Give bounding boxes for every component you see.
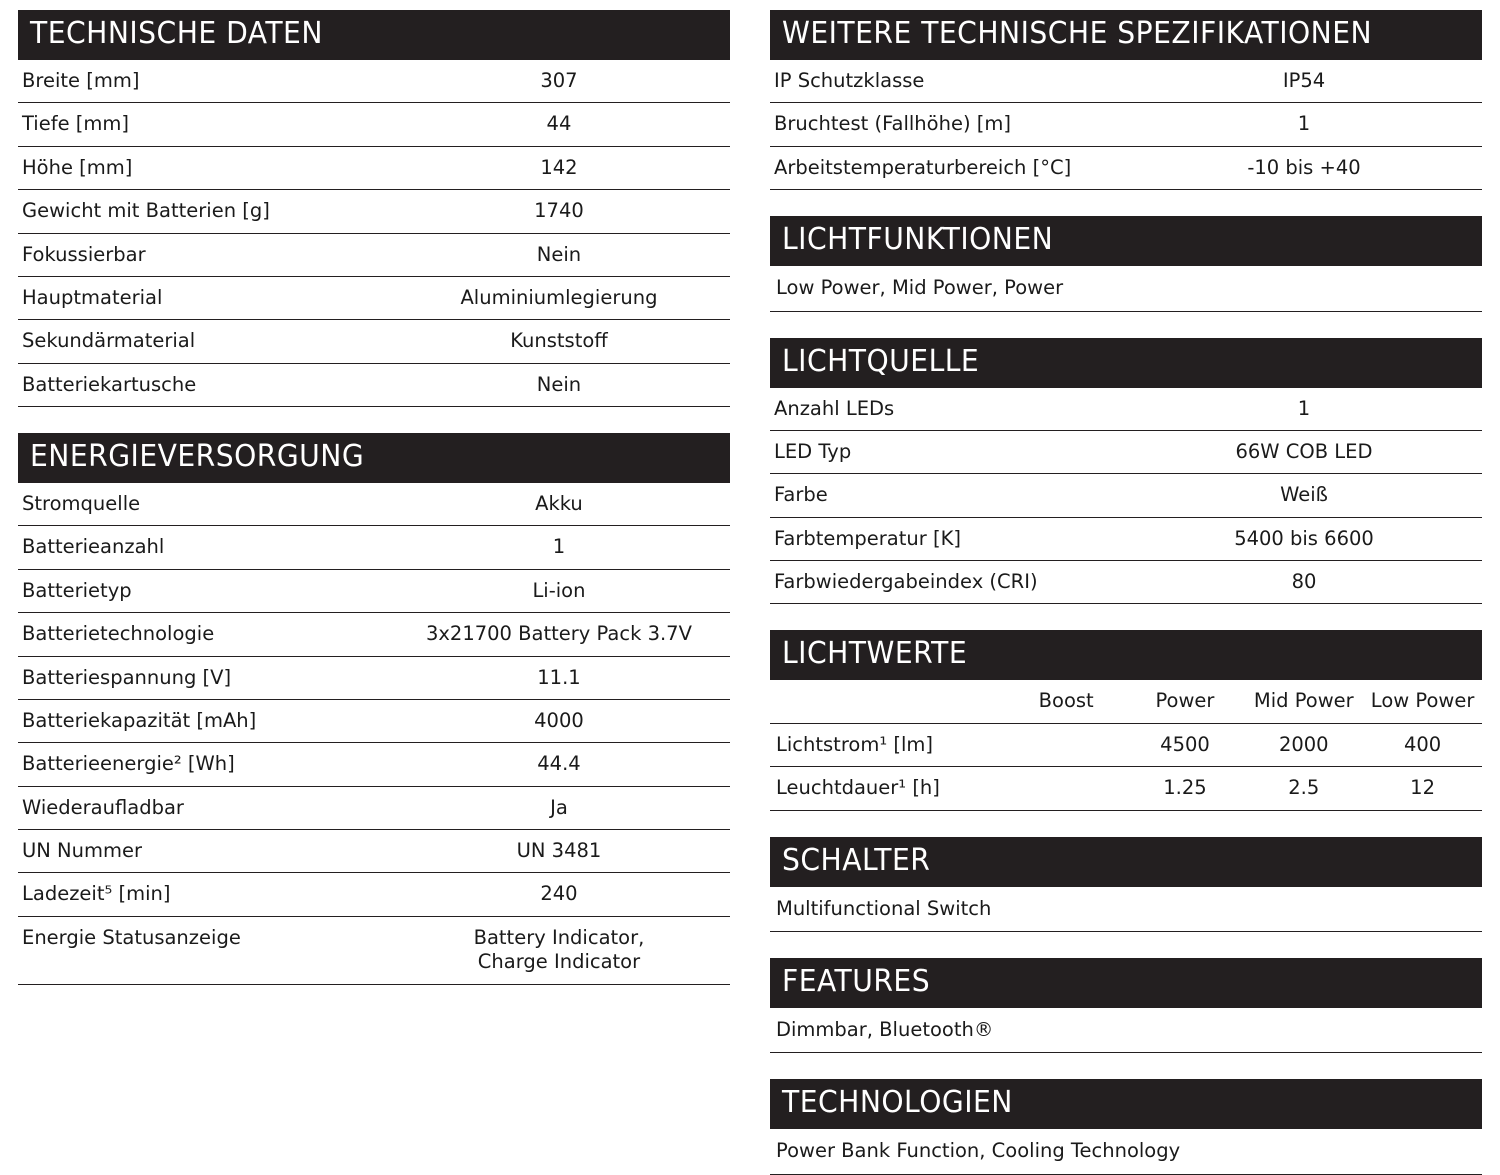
table-row bbox=[770, 517, 1482, 560]
table-weitere-spezifikationen bbox=[770, 60, 1482, 190]
row-label: Höhe [mm] bbox=[18, 146, 388, 189]
table-row bbox=[18, 363, 730, 406]
section-title-text: TECHNOLOGIEN bbox=[782, 1085, 1013, 1121]
table-row bbox=[770, 103, 1482, 146]
row-value: 307 bbox=[388, 60, 730, 103]
section-title-text: ENERGIEVERSORGUNG bbox=[30, 439, 365, 474]
table-row bbox=[18, 60, 730, 103]
section-title-text: TECHNISCHE DATEN bbox=[30, 16, 323, 51]
left-column bbox=[18, 10, 730, 1126]
table-header-row bbox=[770, 680, 1482, 723]
table-row bbox=[770, 430, 1482, 473]
row-label: Sekundärmaterial bbox=[18, 320, 388, 363]
row-label: Anzahl LEDs bbox=[770, 388, 1126, 431]
schalter-text: Multifunctional Switch bbox=[770, 887, 1482, 932]
section-title-technische-daten bbox=[18, 10, 730, 60]
row-label: Batteriekapazität [mAh] bbox=[18, 699, 388, 742]
table-row bbox=[18, 146, 730, 189]
section-title-technologien bbox=[770, 1079, 1482, 1129]
table-energieversorgung bbox=[18, 483, 730, 985]
table-row bbox=[18, 103, 730, 146]
table-row bbox=[18, 320, 730, 363]
row-label: Stromquelle bbox=[18, 483, 388, 526]
row-value-low-power: 12 bbox=[1363, 767, 1482, 810]
table-row bbox=[18, 873, 730, 916]
table-row bbox=[18, 233, 730, 276]
row-label: Batterieenergie² [Wh] bbox=[18, 743, 388, 786]
table-row bbox=[770, 388, 1482, 431]
row-value: 1 bbox=[388, 526, 730, 569]
table-technische-daten bbox=[18, 60, 730, 407]
lichtfunktionen-text: Low Power, Mid Power, Power bbox=[770, 266, 1482, 311]
row-label: Hauptmaterial bbox=[18, 276, 388, 319]
section-title-text: SCHALTER bbox=[782, 842, 931, 878]
row-value: Nein bbox=[388, 363, 730, 406]
row-value: Ja bbox=[388, 786, 730, 829]
row-value-boost bbox=[1007, 767, 1126, 810]
row-label: Gewicht mit Batterien [g] bbox=[18, 190, 388, 233]
table-row bbox=[770, 723, 1482, 766]
table-row bbox=[18, 786, 730, 829]
row-value: 4000 bbox=[388, 699, 730, 742]
row-label: Batterietechnologie bbox=[18, 613, 388, 656]
table-row bbox=[18, 483, 730, 526]
row-value: 80 bbox=[1126, 561, 1482, 604]
section-weitere-spezifikationen bbox=[770, 10, 1482, 190]
row-label: Arbeitstemperaturbereich [°C] bbox=[770, 146, 1126, 189]
row-label: Farbwiedergabeindex (CRI) bbox=[770, 561, 1126, 604]
section-schalter bbox=[770, 837, 1482, 932]
row-label: Batteriekartusche bbox=[18, 363, 388, 406]
row-value: -10 bis +40 bbox=[1126, 146, 1482, 189]
table-row bbox=[18, 830, 730, 873]
row-value-low-power: 400 bbox=[1363, 723, 1482, 766]
row-label: Batterieanzahl bbox=[18, 526, 388, 569]
row-value: Aluminiumlegierung bbox=[388, 276, 730, 319]
row-value-power: 1.25 bbox=[1126, 767, 1245, 810]
section-title-text: FEATURES bbox=[782, 963, 931, 999]
row-value: 240 bbox=[388, 873, 730, 916]
column-header-power: Power bbox=[1126, 680, 1245, 723]
table-row bbox=[18, 699, 730, 742]
section-technische-daten bbox=[18, 10, 730, 407]
table-row bbox=[18, 656, 730, 699]
row-label: Batterietyp bbox=[18, 569, 388, 612]
section-title-features bbox=[770, 958, 1482, 1008]
column-header-blank bbox=[770, 680, 1007, 723]
row-value-boost bbox=[1007, 723, 1126, 766]
table-row bbox=[18, 190, 730, 233]
row-label: Farbe bbox=[770, 474, 1126, 517]
row-value bbox=[388, 916, 730, 984]
section-title-energieversorgung bbox=[18, 433, 730, 483]
right-column bbox=[770, 10, 1482, 1163]
row-label: Bruchtest (Fallhöhe) [m] bbox=[770, 103, 1126, 146]
row-label: Energie Statusanzeige bbox=[18, 916, 388, 984]
table-row bbox=[770, 561, 1482, 604]
row-value: Kunststoff bbox=[388, 320, 730, 363]
row-label: LED Typ bbox=[770, 430, 1126, 473]
section-features bbox=[770, 958, 1482, 1053]
table-row bbox=[18, 569, 730, 612]
row-value: 3x21700 Battery Pack 3.7V bbox=[388, 613, 730, 656]
section-title-text: LICHTWERTE bbox=[782, 636, 968, 672]
column-header-low-power: Low Power bbox=[1363, 680, 1482, 723]
table-row bbox=[18, 743, 730, 786]
section-title-text: LICHTQUELLE bbox=[782, 343, 980, 379]
row-value: Li-ion bbox=[388, 569, 730, 612]
section-title-weitere-spezifikationen bbox=[770, 10, 1482, 60]
section-title-lichtquelle bbox=[770, 338, 1482, 388]
row-value-line1: Battery Indicator, bbox=[473, 925, 645, 949]
row-value: 1 bbox=[1126, 388, 1482, 431]
table-row bbox=[770, 60, 1482, 103]
table-row bbox=[18, 526, 730, 569]
row-label: UN Nummer bbox=[18, 830, 388, 873]
table-lichtwerte bbox=[770, 680, 1482, 810]
row-label: Leuchtdauer¹ [h] bbox=[770, 767, 1007, 810]
column-header-boost: Boost bbox=[1007, 680, 1126, 723]
column-header-mid-power: Mid Power bbox=[1244, 680, 1363, 723]
table-row bbox=[18, 276, 730, 319]
section-title-lichtfunktionen bbox=[770, 216, 1482, 266]
row-label: Fokussierbar bbox=[18, 233, 388, 276]
row-label: Breite [mm] bbox=[18, 60, 388, 103]
section-title-text: LICHTFUNKTIONEN bbox=[782, 222, 1054, 258]
row-value: IP54 bbox=[1126, 60, 1482, 103]
section-lichtfunktionen bbox=[770, 216, 1482, 311]
table-row bbox=[18, 613, 730, 656]
row-label: Wiederaufladbar bbox=[18, 786, 388, 829]
row-value-mid-power: 2000 bbox=[1244, 723, 1363, 766]
row-value: Weiß bbox=[1126, 474, 1482, 517]
section-lichtwerte bbox=[770, 630, 1482, 810]
row-value: 1 bbox=[1126, 103, 1482, 146]
section-lichtquelle bbox=[770, 338, 1482, 605]
row-label: IP Schutzklasse bbox=[770, 60, 1126, 103]
row-value: 44 bbox=[388, 103, 730, 146]
section-title-lichtwerte bbox=[770, 630, 1482, 680]
table-row bbox=[770, 146, 1482, 189]
row-label: Farbtemperatur [K] bbox=[770, 517, 1126, 560]
row-label: Tiefe [mm] bbox=[18, 103, 388, 146]
row-value: 66W COB LED bbox=[1126, 430, 1482, 473]
table-row bbox=[770, 767, 1482, 810]
row-label: Batteriespannung [V] bbox=[18, 656, 388, 699]
row-value-power: 4500 bbox=[1126, 723, 1245, 766]
row-value: 11.1 bbox=[388, 656, 730, 699]
table-lichtquelle bbox=[770, 388, 1482, 605]
row-value: Akku bbox=[388, 483, 730, 526]
features-text: Dimmbar, Bluetooth® bbox=[770, 1008, 1482, 1053]
row-value: 5400 bis 6600 bbox=[1126, 517, 1482, 560]
row-value: Nein bbox=[388, 233, 730, 276]
section-title-schalter bbox=[770, 837, 1482, 887]
row-value: 1740 bbox=[388, 190, 730, 233]
table-row bbox=[18, 916, 730, 984]
row-value: UN 3481 bbox=[388, 830, 730, 873]
row-label: Ladezeit⁵ [min] bbox=[18, 873, 388, 916]
table-row bbox=[770, 474, 1482, 517]
section-technologien bbox=[770, 1079, 1482, 1174]
technologien-text: Power Bank Function, Cooling Technology bbox=[770, 1129, 1482, 1174]
row-value: 142 bbox=[388, 146, 730, 189]
row-label: Lichtstrom¹ [lm] bbox=[770, 723, 1007, 766]
section-title-text: WEITERE TECHNISCHE SPEZIFIKATIONEN bbox=[782, 16, 1373, 51]
row-value-mid-power: 2.5 bbox=[1244, 767, 1363, 810]
row-value: 44.4 bbox=[388, 743, 730, 786]
section-energieversorgung bbox=[18, 433, 730, 985]
row-value-line2: Charge Indicator bbox=[477, 950, 641, 974]
